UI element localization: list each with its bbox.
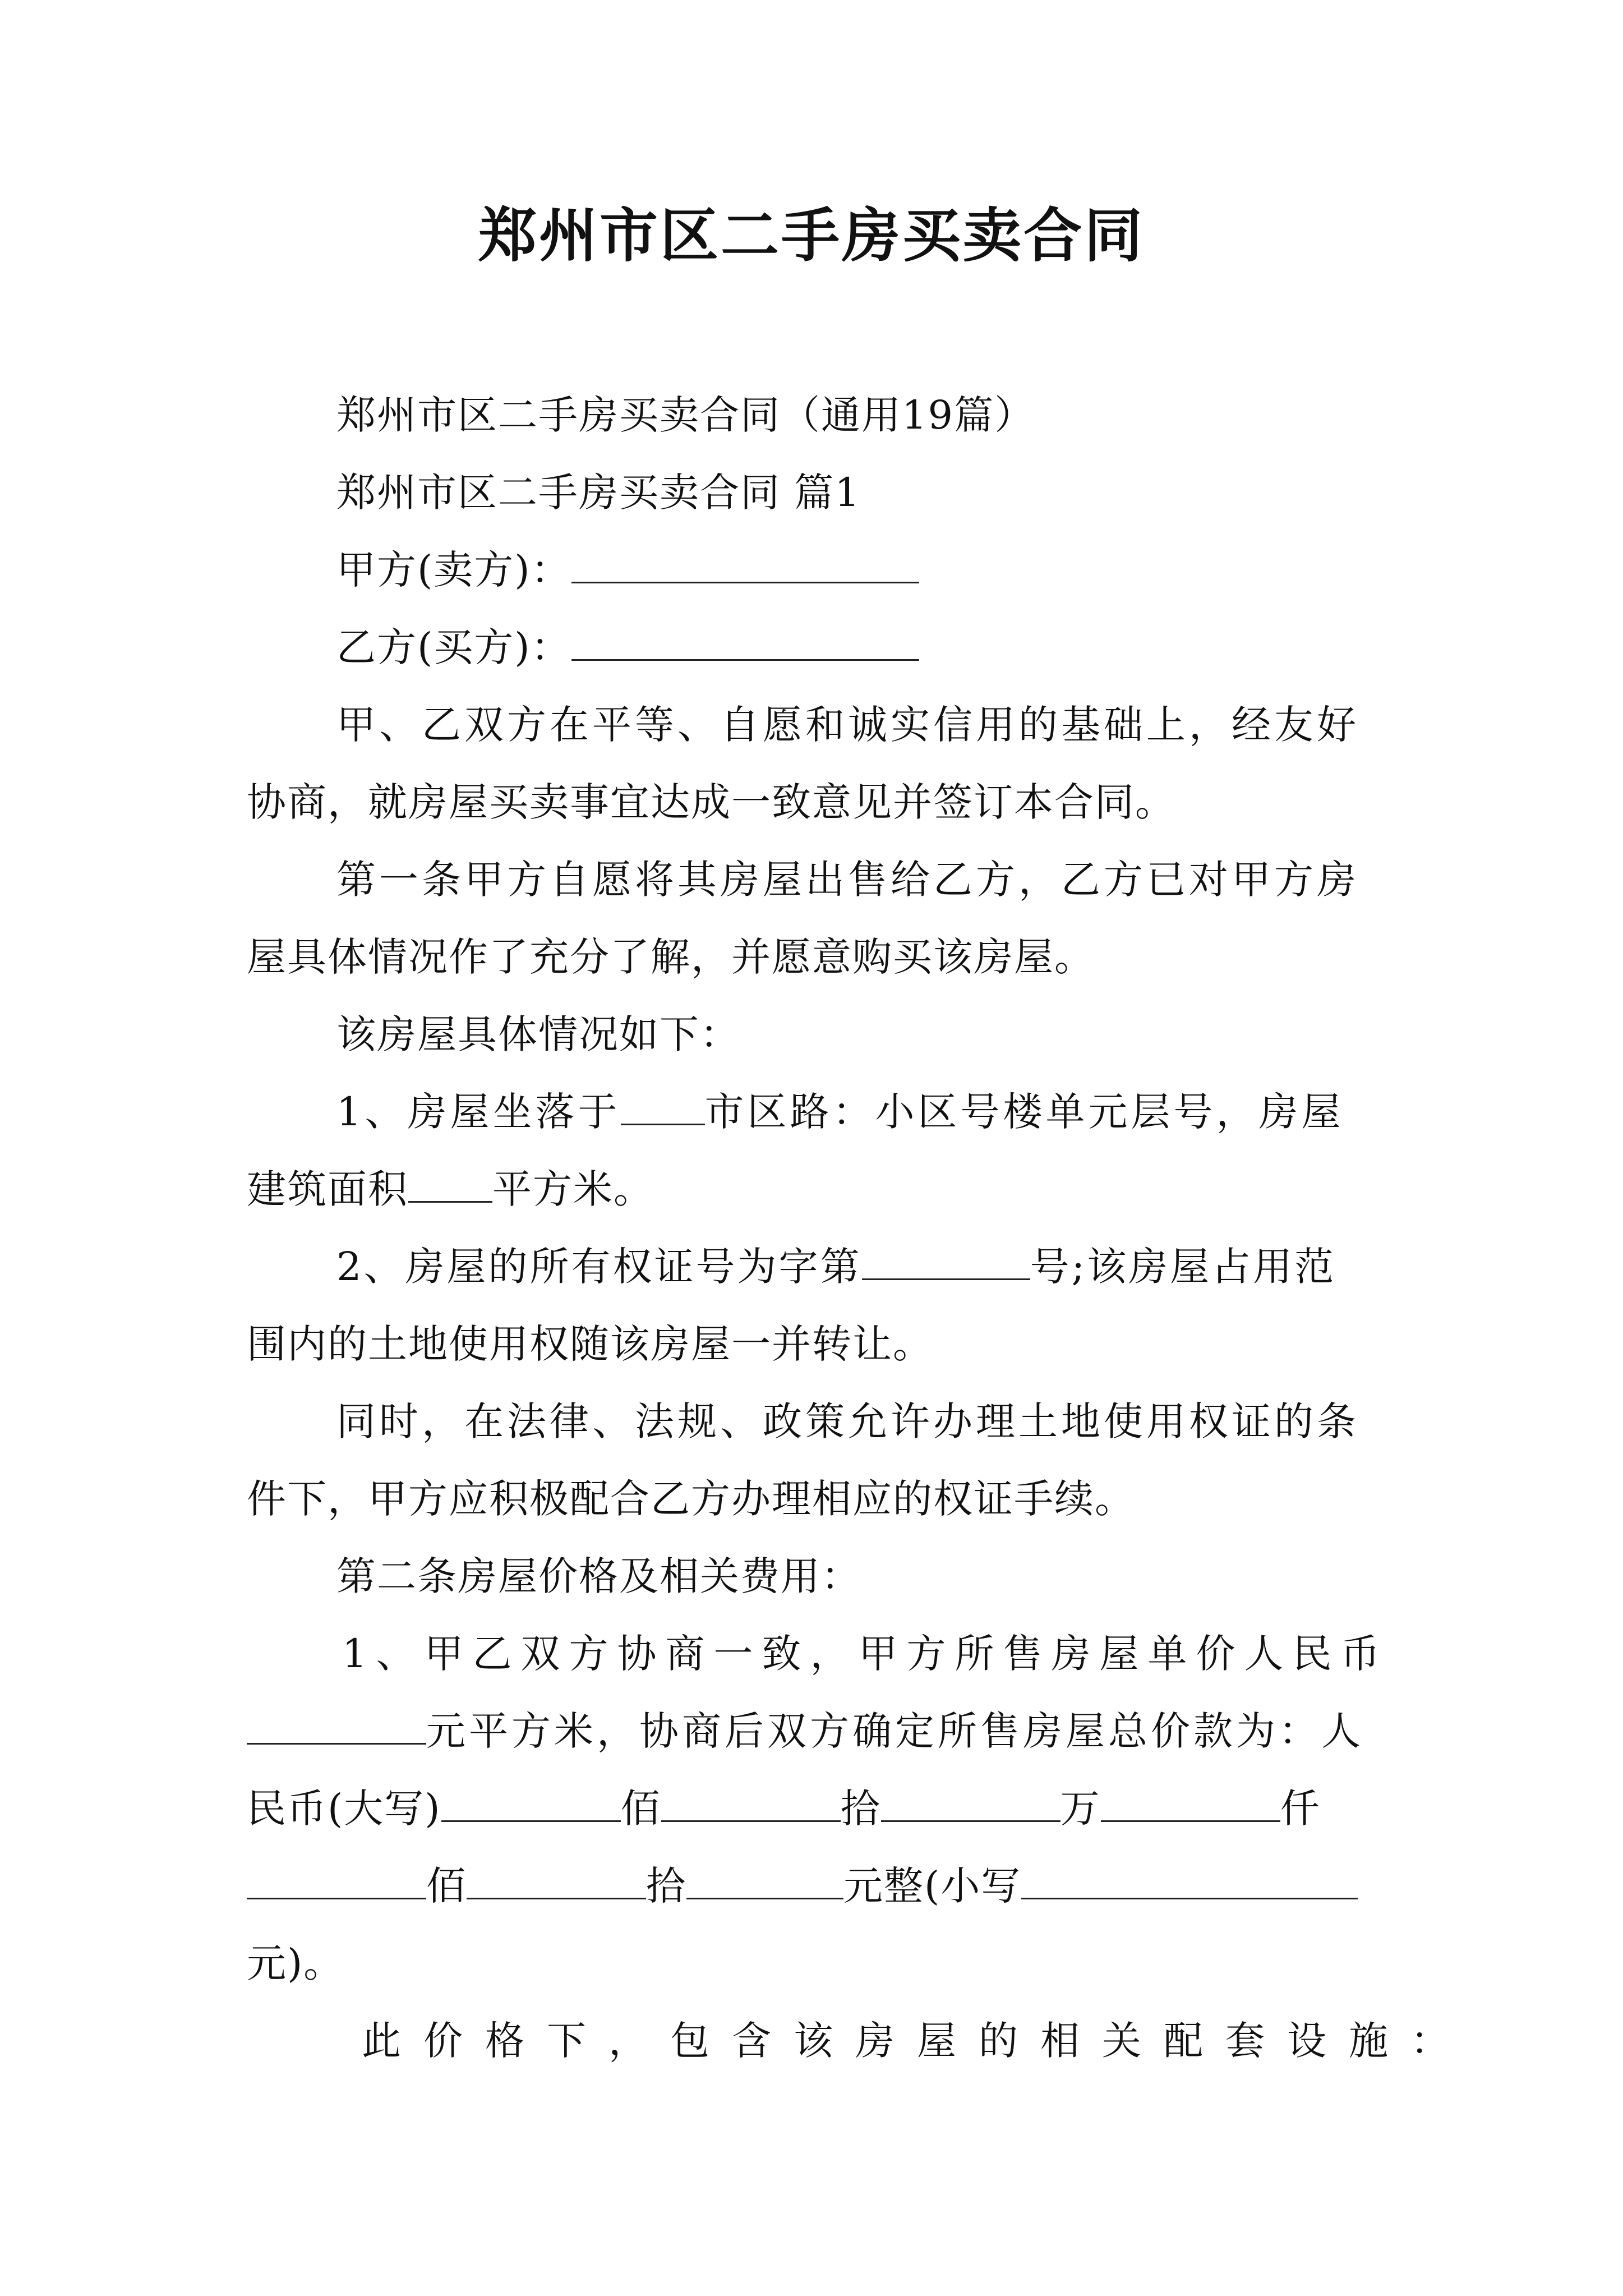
item-1-location-label: 1、房屋坐落于	[336, 1089, 621, 1135]
ten-thousand-blank	[881, 1781, 1061, 1822]
item-1-line-1	[336, 1084, 1344, 1140]
price-lowercase-blank	[1021, 1858, 1358, 1899]
price-line-2	[247, 1703, 1364, 1759]
hundred-blank	[247, 1858, 426, 1899]
party-a-blank	[571, 542, 919, 583]
article-1-line-2: 屋具体情况作了充分了解，并愿意购买该房屋。	[247, 934, 1095, 980]
item-2-cert-blank	[862, 1239, 1030, 1280]
section-heading: 郑州市区二手房买卖合同 篇1	[336, 470, 861, 516]
price-line-4	[247, 1858, 1358, 1914]
law-paragraph-line-1: 同时，在法律、法规、政策允许办理土地使用权证的条	[336, 1398, 1359, 1444]
article-2-heading: 第二条房屋价格及相关费用：	[336, 1553, 861, 1599]
unit-shi-1: 拾	[840, 1786, 881, 1832]
article-1-line-1: 第一条甲方自愿将其房屋出售给乙方，乙方已对甲方房	[336, 857, 1359, 903]
price-line-2-text: 元平方米，协商后双方确定所售房屋总价款为：人	[426, 1708, 1364, 1754]
item-2-line-1	[336, 1239, 1336, 1295]
item-2-cert-text: 号;该房屋占用范	[1030, 1244, 1336, 1290]
item-1-area-blank	[408, 1162, 492, 1203]
item-1-area-unit: 平方米。	[492, 1166, 654, 1212]
party-b-label: 乙方(买方)：	[336, 624, 571, 670]
item-1-area-label: 建筑面积	[247, 1166, 408, 1212]
unit-bai-2: 佰	[426, 1863, 467, 1909]
unit-bai-1: 佰	[620, 1786, 661, 1832]
item-1-line-2	[247, 1161, 654, 1217]
party-a-label: 甲方(卖方)：	[336, 547, 571, 593]
party-a-line	[336, 542, 919, 598]
party-b-line	[336, 619, 919, 675]
yuan-blank	[686, 1858, 843, 1899]
intro-paragraph-line-1: 甲、乙双方在平等、自愿和诚实信用的基础上，经友好	[336, 702, 1359, 748]
item-2-cert-label: 2、房屋的所有权证号为字第	[336, 1244, 862, 1290]
item-1-address-text: 市区路：小区号楼单元层号，房屋	[704, 1089, 1344, 1135]
price-lowercase-label: 元整(小写	[843, 1863, 1022, 1909]
thousand-blank	[1101, 1781, 1280, 1822]
hundred-million-blank	[441, 1781, 621, 1822]
unit-qian: 仟	[1280, 1786, 1321, 1832]
item-2-line-2: 围内的土地使用权随该房屋一并转让。	[247, 1321, 933, 1367]
price-line-5: 元)。	[247, 1940, 344, 1986]
law-paragraph-line-2: 件下，甲方应积极配合乙方办理相应的权证手续。	[247, 1476, 1135, 1522]
price-line-1: 1、甲乙双方协商一致，甲方所售房屋单价人民币	[342, 1631, 1389, 1677]
document-subtitle: 郑州市区二手房买卖合同（通用19篇）	[336, 392, 1035, 438]
house-details-heading: 该房屋具体情况如下：	[336, 1011, 740, 1057]
ten-blank	[467, 1858, 646, 1899]
price-line-3	[247, 1780, 1321, 1837]
facilities-line: 此价格下，包含该房屋的相关配套设施：	[362, 2018, 1472, 2064]
party-b-blank	[571, 620, 919, 661]
intro-paragraph-line-2: 协商，就房屋买卖事宜达成一致意见并签订本合同。	[247, 779, 1175, 825]
item-1-city-blank	[621, 1084, 705, 1125]
unit-price-blank	[247, 1704, 426, 1745]
unit-shi-2: 拾	[646, 1863, 686, 1909]
unit-wan: 万	[1060, 1786, 1101, 1832]
document-title: 郑州市区二手房买卖合同	[478, 201, 1145, 270]
price-uppercase-label: 民币(大写)	[247, 1786, 441, 1832]
ten-million-blank	[661, 1781, 841, 1822]
